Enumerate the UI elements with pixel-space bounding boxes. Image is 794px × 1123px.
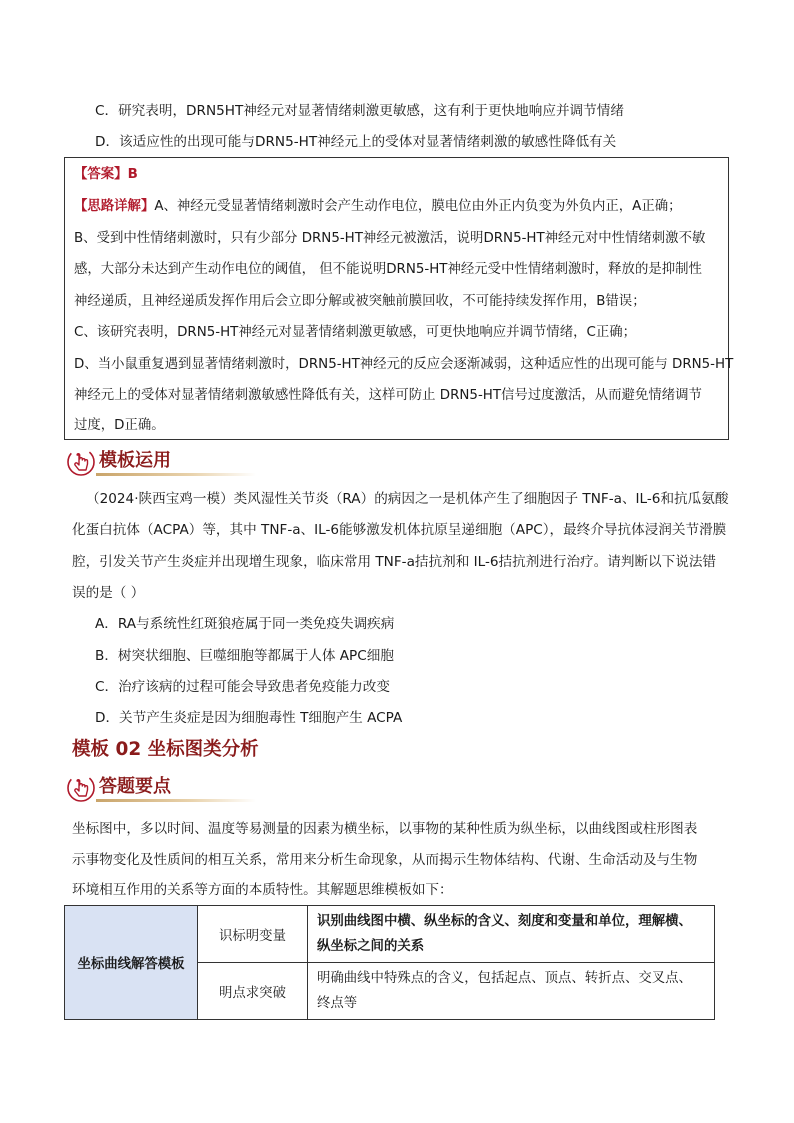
analysis-line-7: 神经元上的受体对显著情绪刺激敏感性降低有关，这样可防止 DRN5-HT信号过度激活，从而避免情绪调节 bbox=[74, 388, 702, 403]
analysis-line-1 bbox=[74, 198, 682, 216]
desc-cell: 明确曲线中特殊点的含义，包括起点、顶点、转折点、交叉点、终点等 bbox=[308, 963, 715, 1020]
template-02-title: 模板 02 坐标图类分析 bbox=[72, 739, 259, 760]
section-header-points bbox=[66, 773, 266, 803]
analysis-line-5: C、该研究表明，DRN5-HT神经元对显著情绪刺激更敏感，可更快地响应并调节情绪，C正确； bbox=[74, 325, 636, 340]
analysis-line-6: D、当小鼠重复遇到显著情绪刺激时，DRN5-HT神经元的反应会逐渐减弱，这种适应性的出现可能与 DRN5-HT bbox=[74, 357, 734, 372]
analysis-text: A、神经元受显著情绪刺激时会产生动作电位，膜电位由外正内负变为外负内正，A正确； bbox=[154, 199, 682, 214]
step-cell: 识标明变量 bbox=[198, 906, 308, 963]
pointing-hand-icon bbox=[66, 447, 96, 477]
section-title-apply: 模板运用 bbox=[99, 450, 171, 471]
apply-option-d: D．关节产生炎症是因为细胞毒性 T细胞产生 ACPA bbox=[95, 710, 403, 726]
points-line-3: 环境相互作用的关系等方面的本质特性。其解题思维模板如下： bbox=[72, 882, 453, 898]
section-title-points: 答题要点 bbox=[99, 776, 171, 797]
question-line-2: 化蛋白抗体（ACPA）等，其中 TNF-a、IL-6能够激发机体抗原呈递细胞（APC），最终介导抗体浸润关节滑膜 bbox=[72, 522, 727, 538]
answer-label: 【答案】 bbox=[74, 167, 128, 182]
answer-line bbox=[74, 166, 138, 184]
option-d: D．该适应性的出现可能与DRN5-HT神经元上的受体对显著情绪刺激的敏感性降低有关 bbox=[95, 134, 617, 150]
option-c: C．研究表明，DRN5HT神经元对显著情绪刺激更敏感，这有利于更快地响应并调节情绪 bbox=[95, 103, 624, 119]
header-underline bbox=[96, 799, 256, 802]
table-row bbox=[65, 906, 715, 963]
analysis-line-8: 过度，D正确。 bbox=[74, 418, 165, 433]
points-line-2: 示事物变化及性质间的相互关系，常用来分析生命现象，从而揭示生物体结构、代谢、生命活动及与生物 bbox=[72, 852, 698, 868]
pointing-hand-icon bbox=[66, 773, 96, 803]
points-line-1: 坐标图中，多以时间、温度等易测量的因素为横坐标，以事物的某种性质为纵坐标，以曲线图或柱形图表 bbox=[72, 821, 698, 837]
apply-option-b: B．树突状细胞、巨噬细胞等都属于人体 APC细胞 bbox=[95, 648, 394, 664]
analysis-line-2: B、受到中性情绪刺激时，只有少部分 DRN5-HT神经元被激活，说明DRN5-HT神经元对中性情绪刺激不敏 bbox=[74, 231, 706, 246]
header-underline bbox=[96, 473, 256, 476]
section-header-apply bbox=[66, 447, 266, 477]
step-cell: 明点求突破 bbox=[198, 963, 308, 1020]
apply-option-a: A．RA与系统性红斑狼疮属于同一类免疫失调疾病 bbox=[95, 616, 395, 632]
analysis-line-4: 神经递质，且神经递质发挥作用后会立即分解或被突触前膜回收，不可能持续发挥作用，B错误； bbox=[74, 294, 646, 309]
template-table bbox=[64, 905, 715, 1020]
question-line-3: 腔，引发关节产生炎症并出现增生现象，临床常用 TNF-a拮抗剂和 IL-6拮抗剂进行治疗。请判断以下说法错 bbox=[72, 554, 717, 570]
answer-box bbox=[64, 157, 734, 440]
apply-option-c: C．治疗该病的过程可能会导致患者免疫能力改变 bbox=[95, 679, 390, 695]
template-name-cell: 坐标曲线解答模板 bbox=[65, 906, 198, 1020]
question-line-4: 误的是（ ） bbox=[72, 585, 145, 601]
answer-value: B bbox=[127, 167, 138, 182]
desc-cell: 识别曲线图中横、纵坐标的含义、刻度和变量和单位，理解横、纵坐标之间的关系 bbox=[308, 906, 715, 963]
question-line-1: （2024·陕西宝鸡一模）类风湿性关节炎（RA）的病因之一是机体产生了细胞因子 TNF-a、IL-6和抗瓜氨酸 bbox=[86, 491, 729, 507]
analysis-label: 【思路详解】 bbox=[74, 199, 155, 214]
analysis-line-3: 感，大部分未达到产生动作电位的阈值， 但不能说明DRN5-HT神经元受中性情绪刺激时，释放的是抑制性 bbox=[74, 262, 702, 277]
